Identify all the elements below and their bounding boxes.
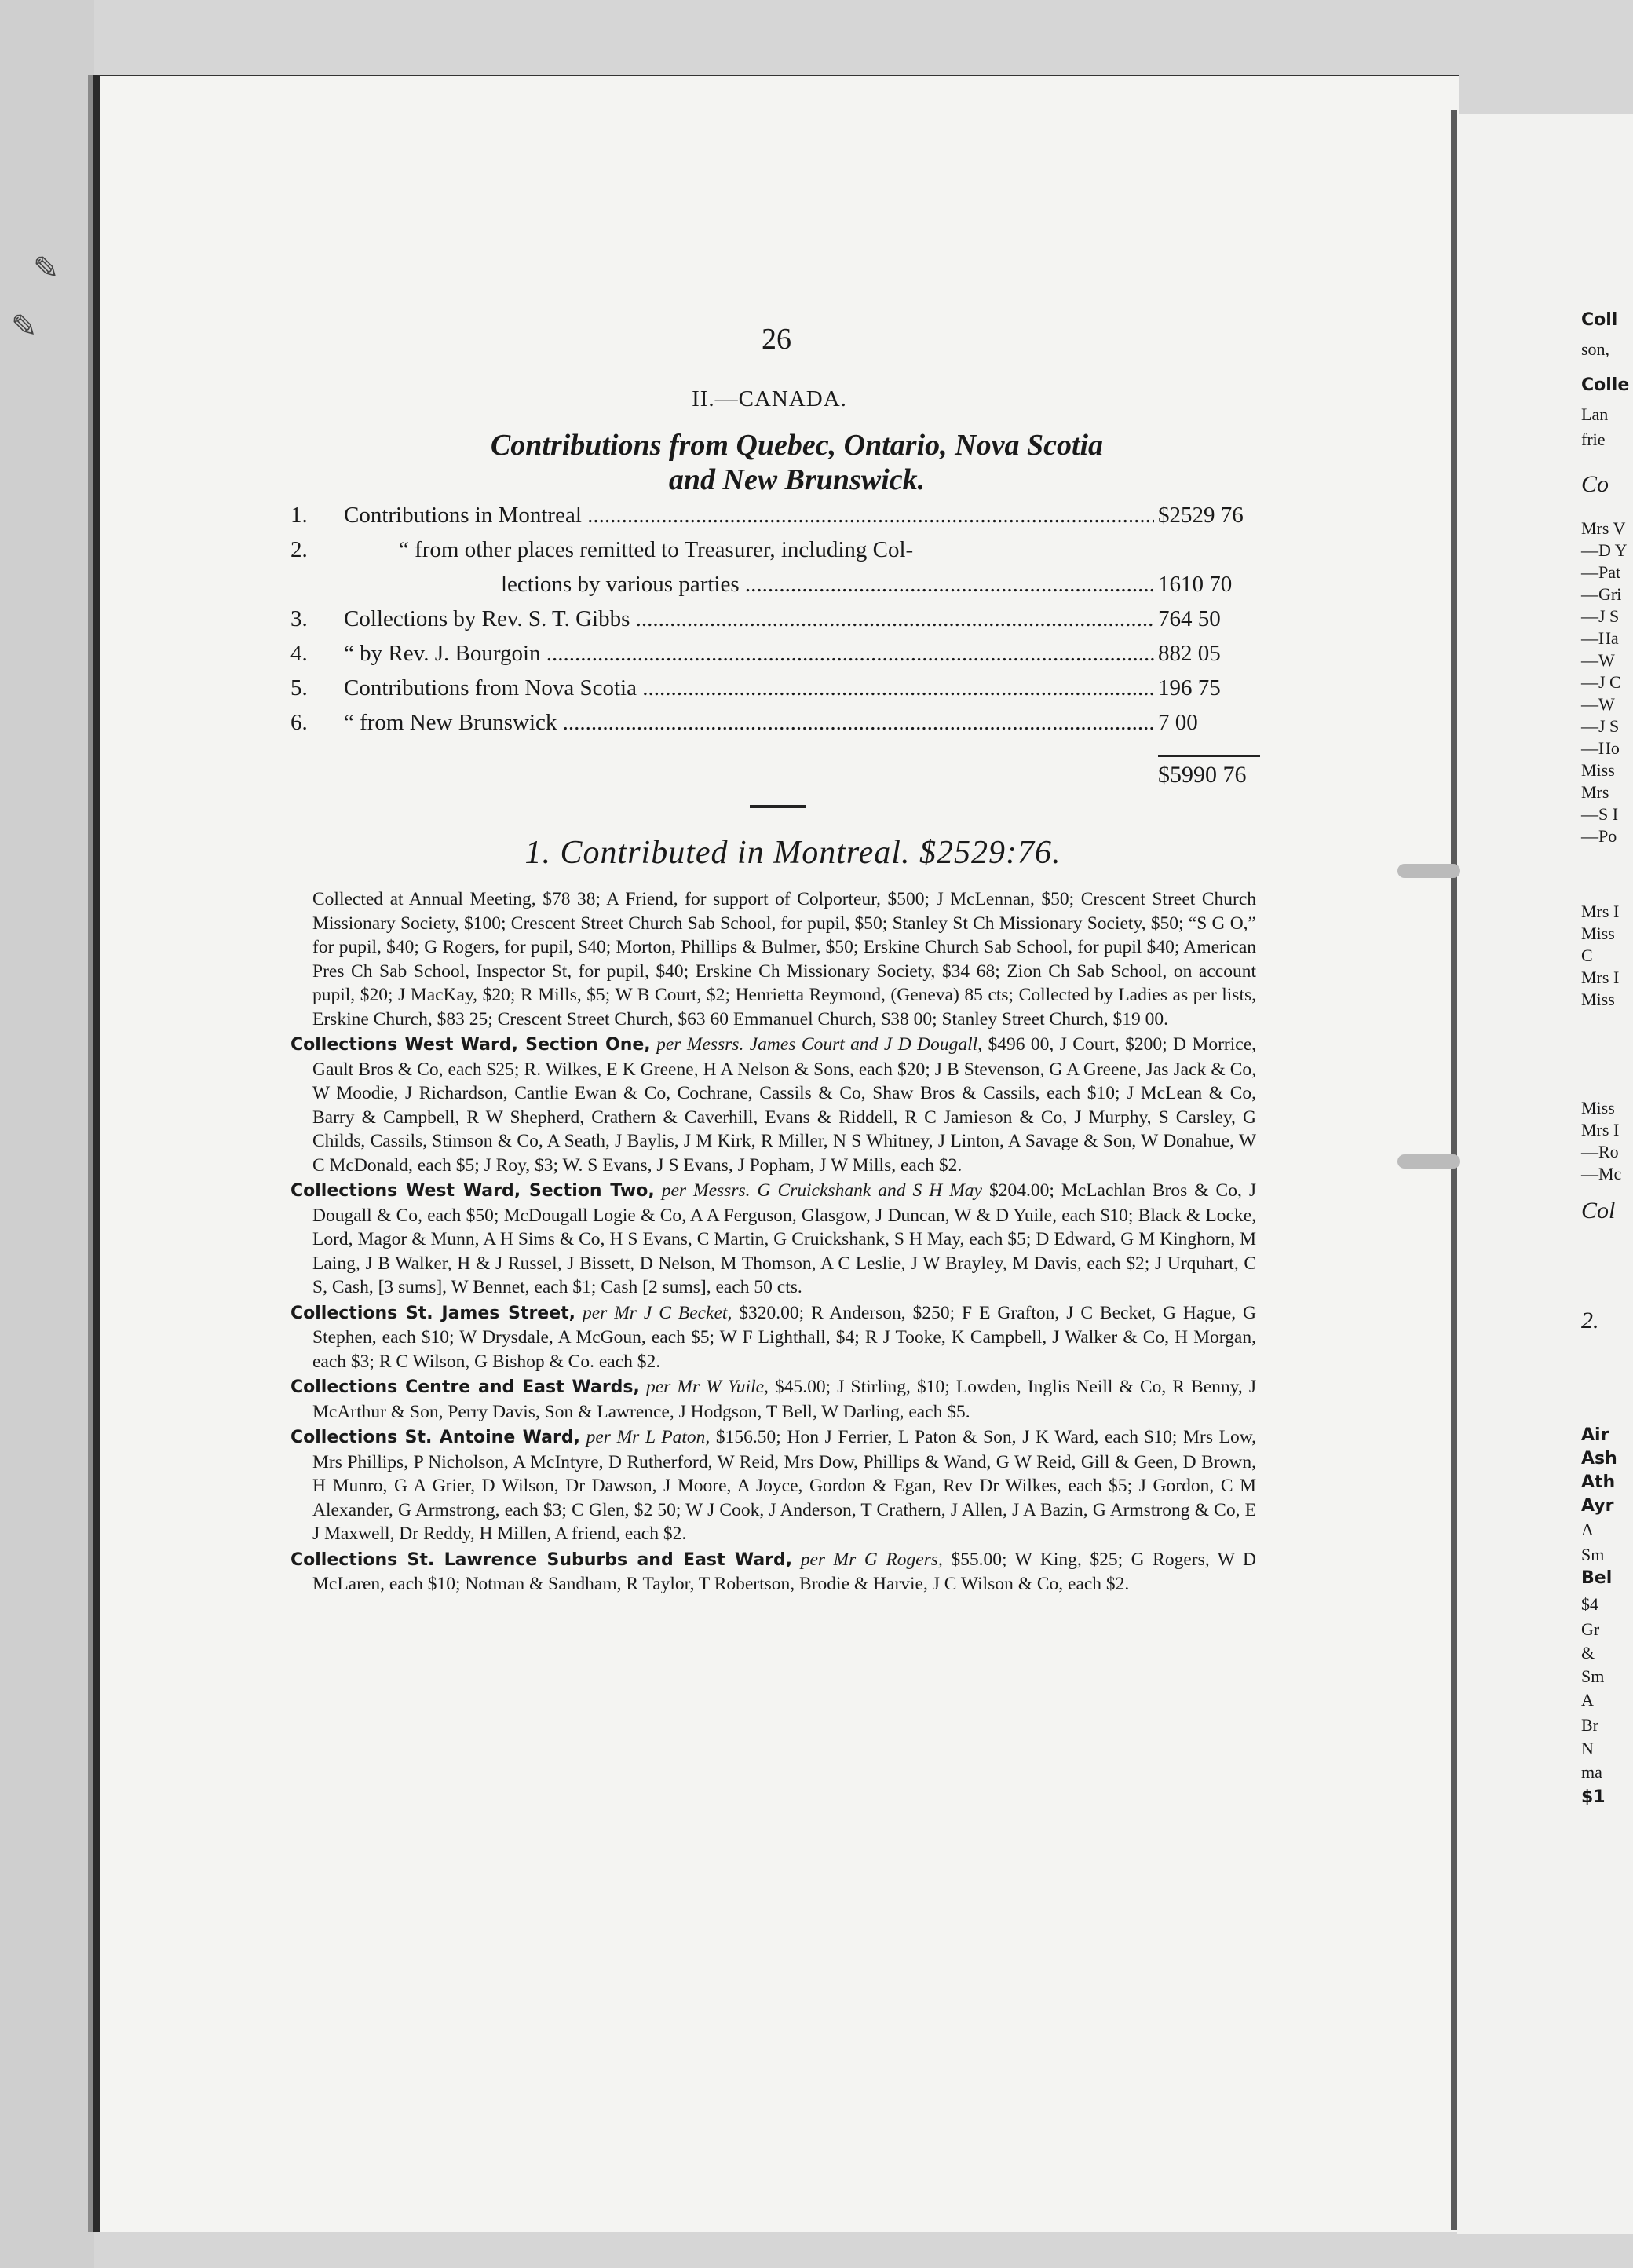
summary-row-number: 4. xyxy=(290,641,308,666)
facing-page-fragment: $1 xyxy=(1581,1787,1606,1807)
contribution-paragraph xyxy=(290,1548,1256,1597)
facing-page-fragment: —Gri xyxy=(1581,584,1622,604)
summary-row-number: 3. xyxy=(290,606,308,631)
heading-line-2: and New Brunswick. xyxy=(668,463,926,496)
facing-page-fragment: Colle xyxy=(1581,375,1630,395)
summary-row-number: 2. xyxy=(290,537,308,562)
collection-heading: Collections West Ward, Section One, xyxy=(290,1035,651,1055)
facing-page-fragment: N xyxy=(1581,1739,1594,1758)
facing-page-fragment: Co xyxy=(1581,471,1609,497)
collector-credit: per Mr J C Becket, xyxy=(582,1302,732,1323)
collector-credit: per Mr L Paton, xyxy=(586,1427,711,1447)
facing-page-fragment: —J S xyxy=(1581,716,1620,736)
summary-row-text xyxy=(501,572,1154,598)
facing-page-fragment: Coll xyxy=(1581,310,1618,330)
facing-page-fragment: $4 xyxy=(1581,1594,1598,1614)
contribution-paragraph xyxy=(290,1301,1256,1374)
summary-row-label: “ from New Brunswick xyxy=(344,710,557,735)
facing-page-fragment: Ash xyxy=(1581,1449,1617,1469)
summary-row xyxy=(290,537,1272,572)
summary-row-label: lections by various parties xyxy=(501,572,740,597)
main-heading xyxy=(345,428,1248,497)
facing-page-fragment: —S I xyxy=(1581,804,1619,824)
facing-page-fragment: Lan xyxy=(1581,404,1609,424)
facing-page-fragment: —Ro xyxy=(1581,1142,1619,1161)
summary-row-text xyxy=(399,537,1154,563)
summary-row-label: Collections by Rev. S. T. Gibbs xyxy=(344,606,630,631)
facing-page-fragment: Col xyxy=(1581,1198,1616,1224)
facing-page-fragment: C xyxy=(1581,946,1593,965)
contribution-list: $496 00, J Court, $200; D Morrice, Gault Bros & Co, each $25; R. Wilkes, E K Greene, H A Nelson & Sons, each $20; J B Stevenson, G A Greene, Jas Jack & Co, W Moodie, J Richardson, Cantlie Ewan & Co, Cochrane, Cassils & Co, Shaw Bros & Cassils, each $10; J McLean & Co, Barry & Campbell, R W Shepherd, Crathern & Caverhill, Evans & Riddell, R C Jamieson & Co, J Murphy, S Carsley, G Childs, Cassils, Stimson & Co, A Seath, J Baylis, J M Kirk, R Miller, N S Whitney, J Linton, A Savage & Son, W Donahue, W C McDonald, each $5; J Roy, $3; W. S Evans, J S Evans, J Popham, J W Mills, each $2. xyxy=(312,1034,1257,1176)
facing-page-fragment: son, xyxy=(1581,339,1610,359)
summary-row-text xyxy=(344,606,1154,632)
summary-row-number: 1. xyxy=(290,503,308,528)
binding-clip xyxy=(1397,1154,1460,1169)
total-rule xyxy=(1158,755,1260,757)
summary-row xyxy=(290,606,1272,641)
collector-credit: per Mr G Rogers, xyxy=(800,1549,943,1570)
summary-row xyxy=(290,710,1272,744)
summary-table xyxy=(290,503,1272,744)
summary-total: $5990 76 xyxy=(1158,762,1247,788)
contribution-list: $204.00; McLachlan Bros & Co, J Dougall & Co, each $50; McDougall Logie & Co, A A Ferguson, Glasgow, J Duncan, W & D Yuile, each $10; Black & Locke, Lord, Magor & Munn, A H Sims & Co, H S Evans, C Martin, G Cruickshank, S H May, each $5; D Edward, G M Kinghorn, M Laing, J B Walker, H & J Russel, J Bissett, D Nelson, M Thomson, A C Leslie, J W Brayley, M Davis, each $2; J Urquhart, C S, Cash, [3 sums], W Bennet, each $1; Cash [2 sums], each 50 cts. xyxy=(312,1180,1256,1297)
facing-page-fragment: Bel xyxy=(1581,1568,1613,1588)
section-title: II.—CANADA. xyxy=(692,386,847,412)
summary-row-amount: 1610 70 xyxy=(1158,572,1233,597)
facing-page-fragment: & xyxy=(1581,1643,1595,1663)
summary-row-label: Contributions from Nova Scotia xyxy=(344,675,637,701)
summary-row-text xyxy=(344,710,1154,736)
contribution-paragraph xyxy=(290,1375,1256,1424)
summary-row-amount: 882 05 xyxy=(1158,641,1221,666)
contribution-list: $320.00; R Anderson, $250; F E Grafton, J C Becket, G Hague, G Stephen, each $10; W Drysdale, A McGoun, each $5; W F Lighthall, $4; R J Tooke, K Campbell, J Walker & Co, H Morgan, each $3; R C Wilson, G Bishop & Co. each $2. xyxy=(312,1302,1257,1372)
collection-heading: Collections West Ward, Section Two, xyxy=(290,1181,655,1201)
collection-heading: Collections Centre and East Wards, xyxy=(290,1377,640,1397)
contribution-list: $156.50; Hon J Ferrier, L Paton & Son, J K Ward, each $10; Mrs Low, Mrs Phillips, P Nicholson, A McIntyre, D Rutherford, W Reid, Mrs Dow, Phillips & Wand, G W Reid, Gill & Geen, D Brown, H Munro, G A Grier, D Wilson, Dr Dawson, J Moore, A Joyce, Gordon & Egan, Rev Dr Wilkes, each $5; J Gordon, C M Alexander, G Armstrong, each $3; C Glen, $2 50; W J Cook, J Anderson, T Crathern, J Allen, J A Bazin, G Armstrong & Co, E J Maxwell, Dr Reddy, H Millen, A friend, each $2. xyxy=(312,1427,1257,1544)
binding-clip xyxy=(1397,864,1460,878)
facing-page-fragment: ma xyxy=(1581,1762,1602,1782)
summary-row-label: “ from other places remitted to Treasurer, including Col- xyxy=(399,537,914,562)
contribution-list: Collected at Annual Meeting, $78 38; A Friend, for support of Colporteur, $500; J McLennan, $50; Crescent Street Church Missionary Society, $100; Crescent Street Church Sab School, for pupil, $50; Stanley St Ch Missionary Society, $50; “S G O,” for pupil, $40; G Rogers, for pupil, $40; Morton, Phillips & Bulmer, $50; Erskine Church Sab School, for pupil $40; American Pres Ch Sab School, Inspector St, for pupil, $40; Erskine Ch Missionary Society, $34 68; Zion Ch Sab School, on account pupil, $20; J MacKay, $20; R Mills, $5; W B Court, $2; Henrietta Reymond, (Geneva) 85 cts; Collected by Ladies as per lists, Erskine Church, $83 25; Crescent Street Church, $63 60 Emmanuel Church, $38 00; Stanley Street Church, $19 00. xyxy=(312,889,1256,1030)
collector-credit: per Messrs. G Cruickshank and S H May xyxy=(661,1180,982,1201)
collector-credit: per Mr W Yuile, xyxy=(645,1377,769,1397)
contribution-list: $45.00; J Stirling, $10; Lowden, Inglis Neill & Co, R Benny, J McArthur & Son, Perry Davis, Son & Lawrence, J Hodgson, T Bell, W Darling, each $5. xyxy=(312,1377,1257,1422)
facing-page-fragment: Mrs V xyxy=(1581,518,1626,538)
page-number: 26 xyxy=(762,323,791,356)
facing-page-fragment: —Ho xyxy=(1581,738,1620,758)
facing-page-fragment: Sm xyxy=(1581,1666,1605,1686)
summary-row-amount: 764 50 xyxy=(1158,606,1221,631)
facing-page-fragment: —D Y xyxy=(1581,540,1628,560)
contribution-list: $55.00; W King, $25; G Rogers, W D McLaren, each $10; Notman & Sandham, R Taylor, T Robertson, Brodie & Harvie, J C Wilson & Co, each $2. xyxy=(312,1549,1257,1594)
collection-heading: Collections St. Lawrence Suburbs and East Ward, xyxy=(290,1549,793,1570)
facing-page-fragment: —W xyxy=(1581,650,1615,670)
facing-page xyxy=(1457,114,1633,2234)
facing-page-fragment: Gr xyxy=(1581,1619,1600,1639)
subheading: 1. Contributed in Montreal. $2529:76. xyxy=(524,835,1061,871)
contribution-paragraph xyxy=(290,1033,1256,1177)
page-gutter xyxy=(1451,110,1457,2230)
facing-page-fragment: —Pat xyxy=(1581,562,1621,582)
summary-row-label: Contributions in Montreal xyxy=(344,503,582,528)
scan-mark: ✎ xyxy=(11,309,38,344)
summary-row-text xyxy=(344,675,1154,701)
summary-row-number: 5. xyxy=(290,675,308,701)
collection-heading: Collections St. James Street, xyxy=(290,1303,576,1323)
summary-row-amount: 196 75 xyxy=(1158,675,1221,701)
facing-page-fragment: A xyxy=(1581,1520,1594,1539)
contribution-paragraph xyxy=(290,1425,1256,1546)
summary-row xyxy=(290,503,1272,537)
summary-row-label: “ by Rev. J. Bourgoin xyxy=(344,641,541,666)
facing-page-fragment: Air xyxy=(1581,1425,1609,1445)
facing-page-fragment: Mrs xyxy=(1581,782,1609,802)
facing-page-fragment: Miss xyxy=(1581,760,1615,780)
facing-page-fragment: Miss xyxy=(1581,990,1615,1009)
facing-page-fragment: Miss xyxy=(1581,1098,1615,1118)
facing-page-fragment: —W xyxy=(1581,694,1615,714)
facing-page-fragment: Ath xyxy=(1581,1472,1616,1492)
summary-row xyxy=(290,675,1272,710)
summary-row-number: 6. xyxy=(290,710,308,735)
summary-row xyxy=(290,572,1272,606)
facing-page-fragment: Mrs I xyxy=(1581,1120,1620,1139)
summary-row-text xyxy=(344,641,1154,667)
facing-page-fragment: —J C xyxy=(1581,672,1621,692)
contribution-paragraph xyxy=(290,1179,1256,1300)
facing-page-fragment: Ayr xyxy=(1581,1496,1614,1516)
contribution-paragraph xyxy=(290,887,1256,1031)
collection-heading: Collections St. Antoine Ward, xyxy=(290,1428,580,1447)
heading-line-1: Contributions from Quebec, Ontario, Nova Scotia xyxy=(490,429,1104,462)
facing-page-fragment: Br xyxy=(1581,1715,1598,1735)
contributions-body xyxy=(290,887,1256,1598)
facing-page-fragment: Miss xyxy=(1581,924,1615,943)
facing-page-fragment: —J S xyxy=(1581,606,1620,626)
collector-credit: per Messrs. James Court and J D Dougall, xyxy=(656,1034,983,1055)
facing-page-fragment: 2. xyxy=(1581,1308,1599,1333)
facing-page-fragment: frie xyxy=(1581,430,1606,449)
facing-page-fragment: Sm xyxy=(1581,1545,1605,1564)
summary-row-amount: 7 00 xyxy=(1158,710,1198,735)
scan-mark: ✎ xyxy=(33,251,60,286)
summary-row-amount: $2529 76 xyxy=(1158,503,1244,528)
facing-page-fragment: Mrs I xyxy=(1581,902,1620,921)
facing-page-fragment: —Mc xyxy=(1581,1164,1622,1183)
facing-page-fragment: Mrs I xyxy=(1581,968,1620,987)
facing-page-fragment: —Po xyxy=(1581,826,1617,846)
facing-page-fragment: A xyxy=(1581,1690,1594,1710)
facing-page-fragment: —Ha xyxy=(1581,628,1619,648)
summary-row-text xyxy=(344,503,1154,529)
summary-row xyxy=(290,641,1272,675)
section-divider xyxy=(750,805,806,808)
